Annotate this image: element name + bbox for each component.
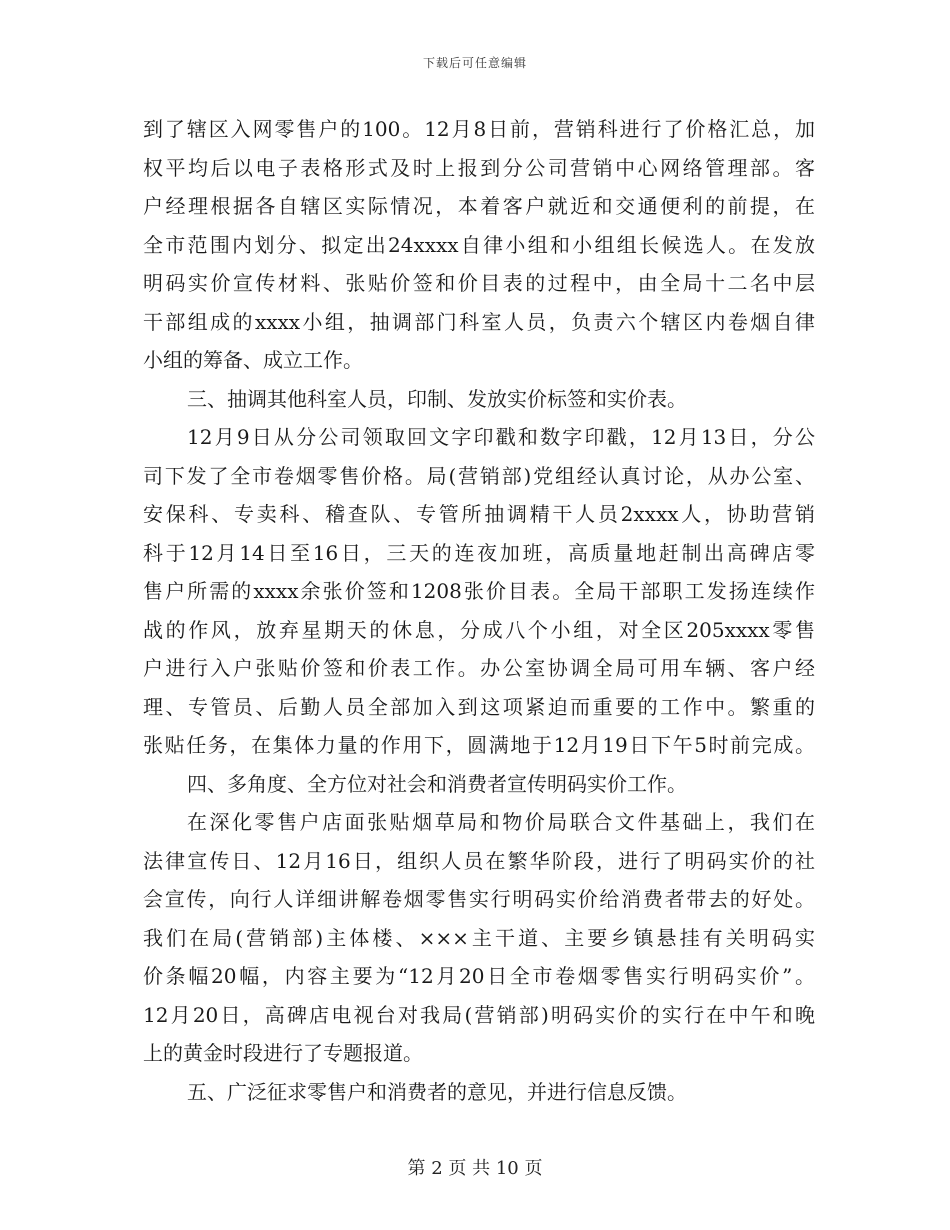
text-line: 户进行入户张贴价签和价表工作。办公室协调全局可用车辆、客户经 [143,656,815,680]
header-note: 下载后可任意编辑 [422,56,527,70]
body-text [143,110,815,1111]
text-line: 明码实价宣传材料、张贴价签和价目表的过程中，由全局十二名中层 [143,271,815,295]
page-number-footer: 第 2 页 共 10 页 [407,1158,543,1179]
text-line: 会宣传，向行人详细讲解卷烟零售实行明码实价给消费者带去的好处。 [143,887,815,911]
text-line: 我们在局(营销部)主体楼、×××主干道、主要乡镇悬挂有关明码实 [143,925,815,950]
text-line: 四、多角度、全方位对社会和消费者宣传明码实价工作。 [187,771,687,796]
text-line: 价条幅20幅，内容主要为“12月20日全市卷烟零售实行明码实价”。 [143,964,815,988]
text-line: 到了辖区入网零售户的100。12月8日前，营销科进行了价格汇总，加 [143,117,815,141]
text-line: 户经理根据各自辖区实际情况，本着客户就近和交通便利的前提，在 [143,194,815,218]
text-line: 小组的筹备、成立工作。 [143,348,363,372]
text-line: 12月20日，高碑店电视台对我局(营销部)明码实价的实行在中午和晚 [143,1002,815,1027]
text-line: 五、广泛征求零售户和消费者的意见，并进行信息反馈。 [187,1079,687,1104]
text-line: 司下发了全市卷烟零售价格。局(营销部)党组经认真讨论，从办公室、 [143,463,815,488]
text-line: 售户所需的xxxx余张价签和1208张价目表。全局干部职工发扬连续作 [143,579,815,603]
text-line: 全市范围内划分、拟定出24xxxx自律小组和小组组长候选人。在发放 [143,232,815,257]
text-line: 12月9日从分公司领取回文字印戳和数字印戳，12月13日，分公 [187,425,815,449]
text-line: 上的黄金时段进行了专题报道。 [143,1041,423,1065]
text-line: 科于12月14日至16日，三天的连夜加班，高质量地赶制出高碑店零 [143,540,815,565]
text-line: 战的作风，放弃星期天的休息，分成八个小组，对全区205xxxx零售 [143,617,815,642]
text-line: 权平均后以电子表格形式及时上报到分公司营销中心网络管理部。客 [143,155,815,180]
text-line: 理、专管员、后勤人员全部加入到这项紧迫而重要的工作中。繁重的 [143,694,815,719]
text-line: 张贴任务，在集体力量的作用下，圆满地于12月19日下午5时前完成。 [143,733,815,757]
text-line: 在深化零售户店面张贴烟草局和物价局联合文件基础上，我们在 [187,810,815,834]
text-line: 法律宣传日、12月16日，组织人员在繁华阶段，进行了明码实价的社 [143,848,815,873]
text-line: 干部组成的xxxx小组，抽调部门科室人员，负责六个辖区内卷烟自律 [143,309,815,334]
text-line: 安保科、专卖科、稽查队、专管所抽调精干人员2xxxx人，协助营销 [143,502,815,526]
text-line: 三、抽调其他科室人员，印制、发放实价标签和实价表。 [187,386,687,411]
